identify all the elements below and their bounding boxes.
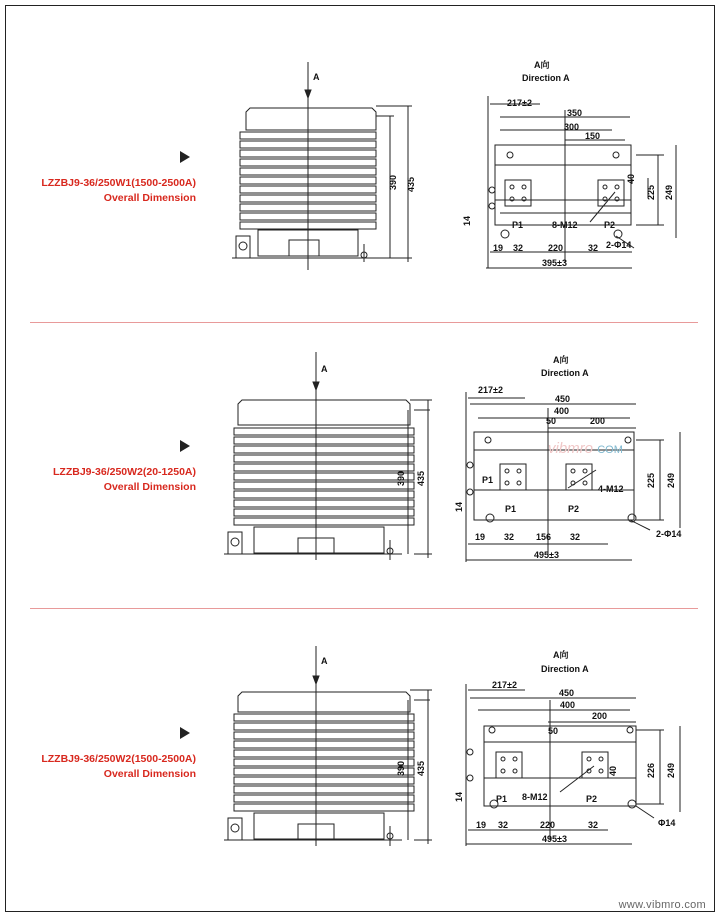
arrow-label: A [321, 364, 328, 374]
dim-300: 300 [564, 122, 580, 132]
dim-19: 19 [476, 820, 487, 830]
dim-32b: 32 [570, 532, 581, 542]
bolt-spec: 8-M12 [522, 792, 548, 802]
dim-217: 217±2 [478, 385, 503, 395]
hole-spec: 2-Φ14 [606, 240, 632, 250]
label-p2: P2 [604, 220, 616, 230]
hole-spec: 2-Φ14 [656, 529, 682, 539]
label-p1: P1 [512, 220, 524, 230]
label-p2: P2 [586, 794, 598, 804]
dim-400: 400 [560, 700, 576, 710]
dim-14: 14 [454, 791, 464, 802]
dim-390: 390 [388, 174, 398, 190]
view-title-cn: A向 [553, 355, 569, 365]
side-fins-3 [234, 714, 414, 811]
dim-495: 495±3 [542, 834, 567, 844]
dim-156: 156 [536, 532, 552, 542]
dim-249: 249 [666, 762, 676, 778]
dim-450: 450 [555, 394, 571, 404]
view-title-en: Direction A [541, 368, 589, 378]
dim-14: 14 [462, 215, 472, 226]
dim-200: 200 [590, 416, 606, 426]
view-title-cn: A向 [553, 650, 569, 660]
model-name: LZZBJ9-36/250W2(20-1250A) [53, 466, 196, 478]
dim-19: 19 [493, 243, 504, 253]
dim-220: 220 [540, 820, 556, 830]
label-p1: P1 [505, 504, 517, 514]
dim-249: 249 [664, 184, 674, 200]
dim-32a: 32 [498, 820, 509, 830]
subtitle: Overall Dimension [103, 192, 196, 204]
dim-226: 226 [646, 762, 656, 778]
dim-220: 220 [548, 243, 564, 253]
view-title-en: Direction A [541, 664, 589, 674]
dim-50: 50 [546, 416, 557, 426]
dim-395: 395±3 [542, 258, 567, 268]
dim-435: 435 [416, 760, 426, 776]
dim-32a: 32 [504, 532, 515, 542]
dim-390: 390 [396, 760, 406, 776]
dim-495: 495±3 [534, 550, 559, 560]
dim-225: 225 [646, 184, 656, 200]
dim-350: 350 [567, 108, 583, 118]
bolt-spec: 4-M12 [598, 484, 624, 494]
dim-32b: 32 [588, 820, 599, 830]
label-p1: P1 [496, 794, 508, 804]
bolt-spec: 8-M12 [552, 220, 578, 230]
view-title-en: Direction A [522, 73, 570, 83]
model-name: LZZBJ9-36/250W1(1500-2500A) [41, 177, 196, 189]
dim-217: 217±2 [507, 98, 532, 108]
dim-435: 435 [416, 470, 426, 486]
model-name: LZZBJ9-36/250W2(1500-2500A) [41, 753, 196, 765]
dim-249: 249 [666, 472, 676, 488]
dim-225: 225 [646, 472, 656, 488]
view-title-cn: A向 [534, 60, 550, 70]
dim-435: 435 [406, 176, 416, 192]
subtitle: Overall Dimension [103, 481, 196, 493]
dim-200: 200 [592, 711, 608, 721]
dim-150: 150 [585, 131, 601, 141]
dim-40: 40 [626, 173, 636, 184]
dim-19: 19 [475, 532, 486, 542]
arrow-label: A [313, 72, 320, 82]
dim-40: 40 [608, 765, 618, 776]
dim-390: 390 [396, 470, 406, 486]
hole-spec: Φ14 [658, 818, 676, 828]
dim-400: 400 [554, 406, 570, 416]
dim-32b: 32 [588, 243, 599, 253]
dim-14: 14 [454, 501, 464, 512]
dim-450: 450 [559, 688, 575, 698]
label-p1-upper: P1 [482, 475, 494, 485]
watermark: vibmro COM [548, 440, 623, 457]
footer-url: www.vibmro.com [618, 899, 706, 911]
arrow-label: A [321, 656, 328, 666]
dim-32a: 32 [513, 243, 524, 253]
subtitle: Overall Dimension [103, 768, 196, 780]
label-p2: P2 [568, 504, 580, 514]
dim-217: 217±2 [492, 680, 517, 690]
dim-50: 50 [548, 726, 559, 736]
